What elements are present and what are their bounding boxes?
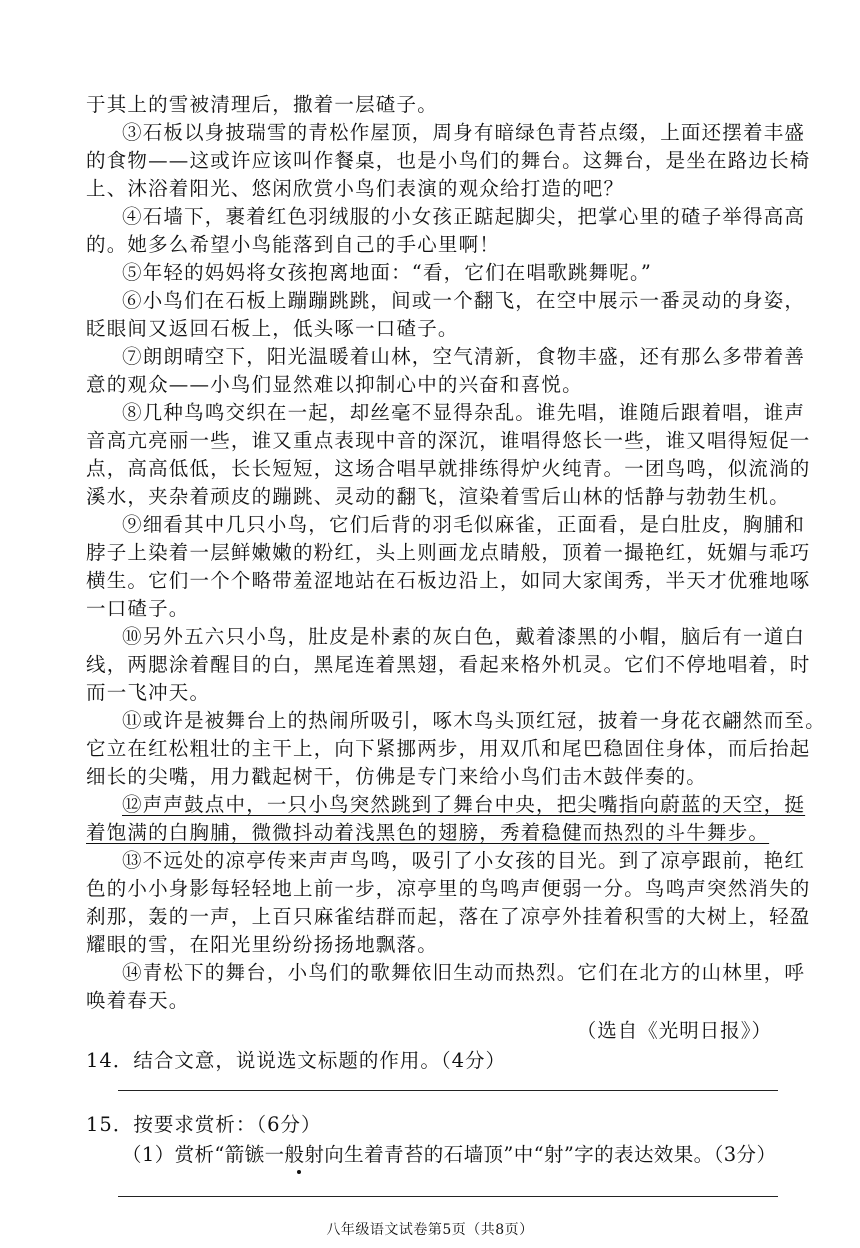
paragraph-9-start: ⑨细看其中几只小鸟，它们后背的羽毛似麻雀，正面看，是白肚皮，胸脯和 — [122, 513, 806, 536]
paragraph-4-start: ④石墙下，裹着红色羽绒服的小女孩正踮起脚尖，把掌心里的碴子举得高高 — [122, 205, 806, 228]
question-15: 15．按要求赏析：（6分） — [86, 1113, 322, 1136]
passage-line: 横生。它们一个个略带羞涩地站在石板边沿上，如同大家闺秀，半天才优雅地啄 — [86, 569, 811, 592]
passage-line: 细长的尖嘴，用力戳起树干，仿佛是专门来给小鸟们击木鼓伴奏的。 — [86, 765, 708, 788]
paragraph-3-start: ③石板以身披瑞雪的青松作屋顶，周身有暗绿色青苔点缀，上面还摆着丰盛 — [122, 121, 806, 144]
paragraph-14-start: ⑭青松下的舞台，小鸟们的歌舞依旧生动而热烈。它们在北方的山林里，呼 — [122, 961, 806, 984]
paragraph-10-start: ⑩另外五六只小鸟，肚皮是朴素的灰白色，戴着漆黑的小帽，脑后有一道白 — [122, 625, 806, 648]
passage-line: 脖子上染着一层鲜嫩嫩的粉红，头上则画龙点睛般，顶着一撮艳红，妩媚与乖巧 — [86, 541, 811, 564]
underlined-sentence-paragraph-12: ⑫声声鼓点中，一只小鸟突然跳到了舞台中央，把尖嘴指向蔚蓝的天空，挺 — [122, 793, 806, 816]
paragraph-11-start: ⑪或许是被舞台上的热闹所吸引，啄木鸟头顶红冠，披着一身花衣翩然而至。 — [122, 709, 826, 732]
passage-line: 它立在红松粗壮的主干上，向下紧挪两步，用双爪和尾巴稳固住身体，而后抬起 — [86, 737, 811, 760]
paragraph-13-start: ⑬不远处的凉亭传来声声鸟鸣，吸引了小女孩的目光。到了凉亭跟前，艳红 — [122, 849, 806, 872]
passage-line: 眨眼间又返回石板上，低头啄一口碴子。 — [86, 317, 459, 340]
passage-line: 的。她多么希望小鸟能落到自己的手心里啊！ — [86, 233, 501, 256]
passage-line: 唤着春天。 — [86, 989, 190, 1012]
passage-line: 色的小小身影每轻轻地上前一步，凉亭里的鸟鸣声便弱一分。鸟鸣声突然消失的 — [86, 877, 811, 900]
passage-line: 刹那，轰的一声，上百只麻雀结群而起，落在了凉亭外挂着积雪的大树上，轻盈 — [86, 905, 811, 928]
question-15-part-1: （1）赏析“箭镞一般射向生着青苔的石墙顶”中“射”字的表达效果。（3分） — [122, 1143, 777, 1166]
page-footer: 八年级语文试卷第5页（共8页） — [326, 1222, 534, 1238]
paragraph-6-start: ⑥小鸟们在石板上蹦蹦跳跳，间或一个翻飞，在空中展示一番灵动的身姿， — [122, 289, 806, 312]
passage-line: 的食物——这或许应该叫作餐桌，也是小鸟们的舞台。这舞台，是坐在路边长椅 — [86, 149, 811, 172]
answer-line-15-1[interactable] — [118, 1196, 778, 1197]
paragraph-5-start: ⑤年轻的妈妈将女孩抱离地面：“看，它们在唱歌跳舞呢。” — [122, 261, 653, 284]
passage-line: 溪水，夹杂着顽皮的蹦跳、灵动的翻飞，渲染着雪后山林的恬静与勃勃生机。 — [86, 485, 790, 508]
passage-line: 音高亢亮丽一些，谁又重点表现中音的深沉，谁唱得悠长一些，谁又唱得短促一 — [86, 429, 811, 452]
passage-line: 耀眼的雪，在阳光里纷纷扬扬地飘落。 — [86, 933, 438, 956]
passage-line: 而一飞冲天。 — [86, 681, 211, 704]
passage-line: 上、沐浴着阳光、悠闲欣赏小鸟们表演的观众给打造的吧？ — [86, 177, 625, 200]
question-14: 14．结合文意，说说选文标题的作用。（4分） — [86, 1049, 506, 1072]
paragraph-8-start: ⑧几种鸟鸣交织在一起，却丝毫不显得杂乱。谁先唱，谁随后跟着唱，谁声 — [122, 401, 806, 424]
source-citation: （选自《光明日报》） — [576, 1019, 772, 1042]
passage-line: 于其上的雪被清理后，撒着一层碴子。 — [86, 93, 438, 116]
passage-line: 点，高高低低，长长短短，这场合唱早就排练得炉火纯青。一团鸟鸣，似流淌的 — [86, 457, 811, 480]
emphasis-dot — [297, 1170, 301, 1174]
passage-line: 线，两腮涂着醒目的白，黑尾连着黑翅，看起来格外机灵。它们不停地唱着，时 — [86, 653, 811, 676]
passage-line: 一口碴子。 — [86, 597, 190, 620]
answer-line-14[interactable] — [118, 1090, 778, 1091]
passage-line: 意的观众——小鸟们显然难以抑制心中的兴奋和喜悦。 — [86, 373, 583, 396]
underlined-sentence-paragraph-12-cont: 着饱满的白胸脯，微微抖动着浅黑色的翅膀，秀着稳健而热烈的斗牛舞步。 — [86, 821, 770, 844]
paragraph-7-start: ⑦朗朗晴空下，阳光温暖着山林，空气清新，食物丰盛，还有那么多带着善 — [122, 345, 806, 368]
